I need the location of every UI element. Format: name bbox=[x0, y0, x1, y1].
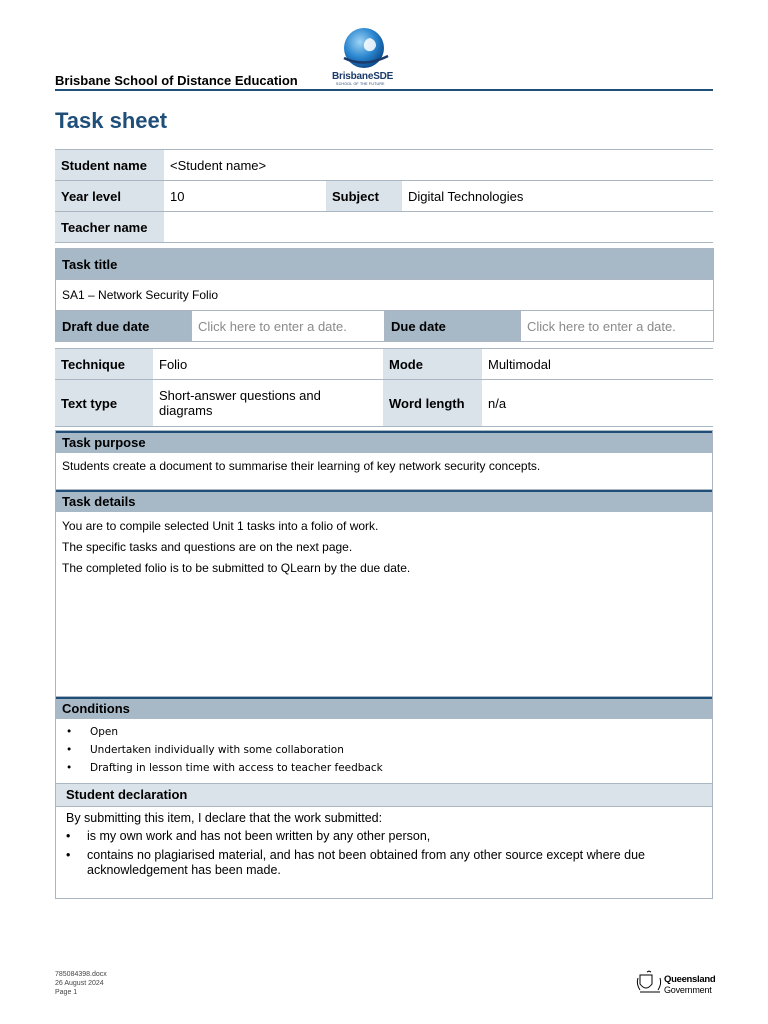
task-details-line: The specific tasks and questions are on the next page. bbox=[62, 540, 353, 554]
list-item: • Open bbox=[66, 723, 712, 741]
task-details-section bbox=[55, 489, 713, 698]
mode-label: Mode bbox=[383, 349, 482, 380]
footer-date: 26 August 2024 bbox=[55, 980, 104, 987]
task-purpose-section bbox=[55, 430, 713, 490]
draft-due-label: Draft due date bbox=[56, 311, 192, 342]
task-title-label: Task title bbox=[56, 249, 714, 280]
declaration-intro: By submitting this item, I declare that the work submitted: bbox=[66, 811, 383, 825]
footer-meta bbox=[55, 970, 107, 997]
list-item: • Drafting in lesson time with access to teacher feedback bbox=[66, 759, 712, 777]
task-details-heading: Task details bbox=[56, 490, 712, 512]
due-date-picker[interactable]: Click here to enter a date. bbox=[521, 311, 714, 342]
student-declaration-heading: Student declaration bbox=[56, 784, 712, 807]
conditions-section bbox=[55, 696, 713, 784]
list-item: • is my own work and has not been written by any other person, bbox=[66, 829, 431, 843]
year-level-label: Year level bbox=[55, 181, 164, 212]
subject-value: Digital Technologies bbox=[402, 181, 713, 212]
bullet-icon: • bbox=[66, 762, 73, 774]
year-level-value: 10 bbox=[164, 181, 326, 212]
text-type-label: Text type bbox=[55, 380, 153, 427]
student-declaration-section bbox=[55, 783, 713, 899]
technique-label: Technique bbox=[55, 349, 153, 380]
student-info-table bbox=[55, 149, 713, 243]
task-purpose-text: Students create a document to summarise their learning of key network security concepts. bbox=[62, 459, 541, 473]
declaration-list bbox=[66, 829, 702, 878]
word-length-value: n/a bbox=[482, 380, 713, 427]
draft-due-date-picker[interactable]: Click here to enter a date. bbox=[192, 311, 385, 342]
page-title: Task sheet bbox=[55, 108, 168, 133]
teacher-name-field[interactable] bbox=[164, 212, 713, 243]
gov-name-line1: Queensland bbox=[664, 974, 716, 985]
task-purpose-heading: Task purpose bbox=[56, 431, 712, 453]
task-details-line: You are to compile selected Unit 1 tasks into a folio of work. bbox=[62, 519, 379, 533]
task-title-table bbox=[55, 248, 714, 342]
school-name: Brisbane School of Distance Education bbox=[55, 73, 298, 88]
teacher-name-label: Teacher name bbox=[55, 212, 164, 243]
list-item: • contains no plagiarised material, and has not been obtained from any other source except where due acknowledgement has been made. bbox=[66, 848, 645, 877]
bullet-icon: • bbox=[66, 744, 73, 756]
bullet-icon: • bbox=[66, 726, 73, 738]
due-date-label: Due date bbox=[385, 311, 521, 342]
subject-label: Subject bbox=[326, 181, 402, 212]
conditions-list bbox=[56, 719, 712, 777]
word-length-label: Word length bbox=[383, 380, 482, 427]
bullet-icon: • bbox=[66, 829, 71, 843]
task-details-line: The completed folio is to be submitted to QLearn by the due date. bbox=[62, 561, 411, 575]
list-item: • Undertaken individually with some collaboration bbox=[66, 741, 712, 759]
technique-value: Folio bbox=[153, 349, 383, 380]
conditions-heading: Conditions bbox=[56, 697, 712, 719]
text-type-value: Short-answer questions and diagrams bbox=[153, 380, 383, 427]
gov-name-line2: Government bbox=[664, 985, 712, 995]
task-title-value: SA1 – Network Security Folio bbox=[56, 280, 714, 311]
student-name-label: Student name bbox=[55, 150, 164, 181]
mode-value: Multimodal bbox=[482, 349, 713, 380]
logo-name: BrisbaneSDE bbox=[332, 71, 394, 82]
footer-filename: 785084398.docx bbox=[55, 971, 107, 978]
technique-table bbox=[55, 348, 713, 427]
bullet-icon: • bbox=[66, 848, 71, 862]
student-name-field[interactable]: <Student name> bbox=[164, 150, 713, 181]
header-rule bbox=[55, 89, 713, 91]
footer-page: Page 1 bbox=[55, 989, 78, 996]
logo-tagline: SCHOOL OF THE FUTURE bbox=[336, 82, 385, 86]
